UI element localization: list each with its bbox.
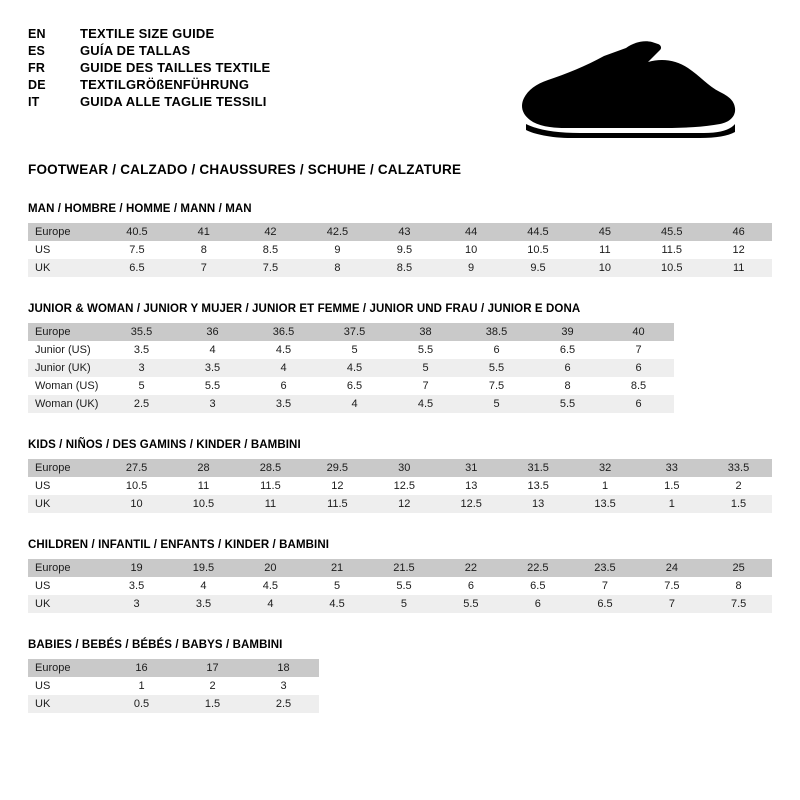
cell: 1 xyxy=(572,477,639,495)
cell: 37.5 xyxy=(319,323,390,341)
cell: 3.5 xyxy=(170,595,237,613)
cell: 19 xyxy=(103,559,170,577)
cell: 8 xyxy=(171,241,238,259)
language-row xyxy=(28,94,270,109)
language-code: FR xyxy=(28,61,46,75)
cell: 12.5 xyxy=(371,477,438,495)
cell: 4 xyxy=(319,395,390,413)
cell: 10.5 xyxy=(170,495,237,513)
cell: 2.5 xyxy=(248,695,319,713)
cell: 21 xyxy=(304,559,371,577)
cell: 22.5 xyxy=(504,559,571,577)
cell: 33 xyxy=(639,459,705,477)
cell: 28.5 xyxy=(237,459,304,477)
cell: 28 xyxy=(170,459,237,477)
cell: 8.5 xyxy=(237,241,304,259)
cell: 41 xyxy=(171,223,238,241)
language-row xyxy=(28,26,270,41)
cell: 36.5 xyxy=(248,323,319,341)
cell: 45.5 xyxy=(638,223,705,241)
table-row xyxy=(28,323,674,341)
table-row xyxy=(28,377,674,395)
table-row xyxy=(28,477,772,495)
category-title: FOOTWEAR / CALZADO / CHAUSSURES / SCHUHE / CALZATURE xyxy=(28,162,462,177)
cell: 6 xyxy=(248,377,319,395)
language-code: ES xyxy=(28,44,46,58)
cell: 6 xyxy=(438,577,505,595)
cell: 31.5 xyxy=(505,459,572,477)
section-title: JUNIOR & WOMAN / JUNIOR Y MUJER / JUNIOR ET FEMME / JUNIOR UND FRAU / JUNIOR E DONA xyxy=(28,303,581,315)
cell: 2 xyxy=(177,677,248,695)
row-label: UK xyxy=(28,695,106,713)
cell: 6 xyxy=(603,395,674,413)
cell: 45 xyxy=(572,223,639,241)
cell: 7 xyxy=(171,259,238,277)
cell: 22 xyxy=(438,559,505,577)
size-table-junior-woman xyxy=(28,323,674,413)
table-row xyxy=(28,577,772,595)
cell: 6.5 xyxy=(319,377,390,395)
cell: 30 xyxy=(371,459,438,477)
cell: 9 xyxy=(304,241,371,259)
cell: 8 xyxy=(705,577,772,595)
cell: 8.5 xyxy=(371,259,438,277)
cell: 11.5 xyxy=(638,241,705,259)
size-table-man xyxy=(28,223,772,277)
language-row xyxy=(28,60,270,75)
section-children xyxy=(28,539,772,613)
cell: 6 xyxy=(504,595,571,613)
cell: 23.5 xyxy=(571,559,638,577)
cell: 40 xyxy=(603,323,674,341)
document-header xyxy=(28,26,772,140)
language-title: GUIDE DES TAILLES TEXTILE xyxy=(80,60,271,75)
cell: 13.5 xyxy=(505,477,572,495)
cell: 7 xyxy=(603,341,674,359)
language-title: TEXTILE SIZE GUIDE xyxy=(80,26,215,41)
cell: 12.5 xyxy=(438,495,505,513)
cell: 5 xyxy=(370,595,437,613)
table-row xyxy=(28,695,319,713)
cell: 3 xyxy=(103,595,170,613)
cell: 11 xyxy=(237,495,304,513)
row-label: US xyxy=(28,677,106,695)
language-title-list xyxy=(28,26,270,111)
cell: 7 xyxy=(571,577,638,595)
shoe-illustration xyxy=(498,26,772,140)
size-table-kids xyxy=(28,459,772,513)
row-label: Europe xyxy=(28,223,103,241)
cell: 7.5 xyxy=(639,577,706,595)
cell: 1 xyxy=(639,495,705,513)
row-label: Woman (UK) xyxy=(28,395,106,413)
cell: 4.5 xyxy=(319,359,390,377)
table-row xyxy=(28,659,319,677)
cell: 17 xyxy=(177,659,248,677)
section-kids xyxy=(28,439,772,513)
cell: 9 xyxy=(438,259,505,277)
row-label: US xyxy=(28,241,103,259)
cell: 6 xyxy=(603,359,674,377)
cell: 4.5 xyxy=(248,341,319,359)
row-label: UK xyxy=(28,595,103,613)
cell: 38 xyxy=(390,323,461,341)
cell: 25 xyxy=(705,559,772,577)
cell: 7.5 xyxy=(103,241,170,259)
row-label: Europe xyxy=(28,659,106,677)
cell: 2 xyxy=(705,477,772,495)
cell: 10 xyxy=(103,495,170,513)
row-label: Europe xyxy=(28,559,103,577)
cell: 2.5 xyxy=(106,395,177,413)
table-row xyxy=(28,395,674,413)
cell: 9.5 xyxy=(504,259,571,277)
cell: 5 xyxy=(319,341,390,359)
table-row xyxy=(28,259,772,277)
table-row xyxy=(28,595,772,613)
cell: 31 xyxy=(438,459,505,477)
cell: 36 xyxy=(177,323,248,341)
row-label: Junior (UK) xyxy=(28,359,106,377)
cell: 12 xyxy=(705,241,772,259)
cell: 5.5 xyxy=(390,341,461,359)
cell: 6 xyxy=(461,341,532,359)
cell: 3.5 xyxy=(106,341,177,359)
language-title: GUIDA ALLE TAGLIE TESSILI xyxy=(80,94,267,109)
section-babies xyxy=(28,639,772,713)
cell: 8.5 xyxy=(603,377,674,395)
table-row xyxy=(28,359,674,377)
cell: 10.5 xyxy=(638,259,705,277)
row-label: US xyxy=(28,577,103,595)
size-table-babies xyxy=(28,659,319,713)
section-title: CHILDREN / INFANTIL / ENFANTS / KINDER / BAMBINI xyxy=(28,539,330,551)
cell: 44 xyxy=(438,223,505,241)
cell: 6.5 xyxy=(103,259,170,277)
cell: 5.5 xyxy=(461,359,532,377)
cell: 3.5 xyxy=(248,395,319,413)
row-label: Woman (US) xyxy=(28,377,106,395)
language-title: GUÍA DE TALLAS xyxy=(80,43,191,58)
cell: 11 xyxy=(705,259,772,277)
cell: 10 xyxy=(572,259,639,277)
cell: 5 xyxy=(461,395,532,413)
table-row xyxy=(28,459,772,477)
language-title: TEXTILGRÖßENFÜHRUNG xyxy=(80,77,250,92)
cell: 46 xyxy=(705,223,772,241)
cell: 27.5 xyxy=(103,459,170,477)
cell: 10 xyxy=(438,241,505,259)
cell: 7.5 xyxy=(461,377,532,395)
cell: 32 xyxy=(572,459,639,477)
cell: 3 xyxy=(177,395,248,413)
table-row xyxy=(28,341,674,359)
cell: 0.5 xyxy=(106,695,177,713)
cell: 24 xyxy=(639,559,706,577)
cell: 29.5 xyxy=(304,459,371,477)
cell: 35.5 xyxy=(106,323,177,341)
table-row xyxy=(28,559,772,577)
language-row xyxy=(28,43,270,58)
size-table-children xyxy=(28,559,772,613)
cell: 13.5 xyxy=(572,495,639,513)
cell: 7.5 xyxy=(705,595,772,613)
cell: 11.5 xyxy=(304,495,371,513)
row-label: Europe xyxy=(28,459,103,477)
cell: 4 xyxy=(170,577,237,595)
cell: 12 xyxy=(371,495,438,513)
section-title: BABIES / BEBÉS / BÉBÉS / BABYS / BAMBINI xyxy=(28,639,283,651)
cell: 3.5 xyxy=(103,577,170,595)
cell: 5.5 xyxy=(177,377,248,395)
cell: 11 xyxy=(572,241,639,259)
section-title: KIDS / NIÑOS / DES GAMINS / KINDER / BAMBINI xyxy=(28,439,301,451)
cell: 5 xyxy=(106,377,177,395)
cell: 43 xyxy=(371,223,438,241)
cell: 1.5 xyxy=(639,477,705,495)
cell: 6.5 xyxy=(571,595,638,613)
cell: 5.5 xyxy=(438,595,505,613)
row-label: UK xyxy=(28,495,103,513)
cell: 8 xyxy=(304,259,371,277)
table-row xyxy=(28,677,319,695)
cell: 42 xyxy=(237,223,304,241)
cell: 1.5 xyxy=(705,495,772,513)
cell: 4.5 xyxy=(304,595,371,613)
cell: 5.5 xyxy=(370,577,437,595)
cell: 3.5 xyxy=(177,359,248,377)
table-row xyxy=(28,241,772,259)
row-label: US xyxy=(28,477,103,495)
cell: 7 xyxy=(639,595,706,613)
row-label: UK xyxy=(28,259,103,277)
row-label: Europe xyxy=(28,323,106,341)
language-code: IT xyxy=(28,95,40,109)
section-man xyxy=(28,203,772,277)
cell: 4 xyxy=(248,359,319,377)
table-row xyxy=(28,495,772,513)
cell: 7 xyxy=(390,377,461,395)
cell: 1 xyxy=(106,677,177,695)
cell: 3 xyxy=(248,677,319,695)
cell: 4.5 xyxy=(237,577,304,595)
cell: 12 xyxy=(304,477,371,495)
cell: 6 xyxy=(532,359,603,377)
cell: 4 xyxy=(237,595,304,613)
language-row xyxy=(28,77,270,92)
cell: 4.5 xyxy=(390,395,461,413)
cell: 44.5 xyxy=(504,223,571,241)
cell: 7.5 xyxy=(237,259,304,277)
cell: 6.5 xyxy=(532,341,603,359)
section-junior-woman xyxy=(28,303,772,413)
cell: 5.5 xyxy=(532,395,603,413)
cell: 16 xyxy=(106,659,177,677)
section-title: MAN / HOMBRE / HOMME / MANN / MAN xyxy=(28,203,252,215)
cell: 38.5 xyxy=(461,323,532,341)
cell: 39 xyxy=(532,323,603,341)
cell: 40.5 xyxy=(103,223,170,241)
cell: 10.5 xyxy=(504,241,571,259)
cell: 10.5 xyxy=(103,477,170,495)
language-code: EN xyxy=(28,27,46,41)
cell: 20 xyxy=(237,559,304,577)
cell: 5 xyxy=(390,359,461,377)
cell: 11.5 xyxy=(237,477,304,495)
cell: 42.5 xyxy=(304,223,371,241)
cell: 5 xyxy=(304,577,371,595)
cell: 1.5 xyxy=(177,695,248,713)
cell: 6.5 xyxy=(504,577,571,595)
cell: 13 xyxy=(505,495,572,513)
cell: 13 xyxy=(438,477,505,495)
language-code: DE xyxy=(28,78,46,92)
cell: 21.5 xyxy=(370,559,437,577)
row-label: Junior (US) xyxy=(28,341,106,359)
cell: 4 xyxy=(177,341,248,359)
cell: 11 xyxy=(170,477,237,495)
cell: 18 xyxy=(248,659,319,677)
table-row xyxy=(28,223,772,241)
cell: 33.5 xyxy=(705,459,772,477)
cell: 8 xyxy=(532,377,603,395)
cell: 19.5 xyxy=(170,559,237,577)
cell: 9.5 xyxy=(371,241,438,259)
cell: 3 xyxy=(106,359,177,377)
